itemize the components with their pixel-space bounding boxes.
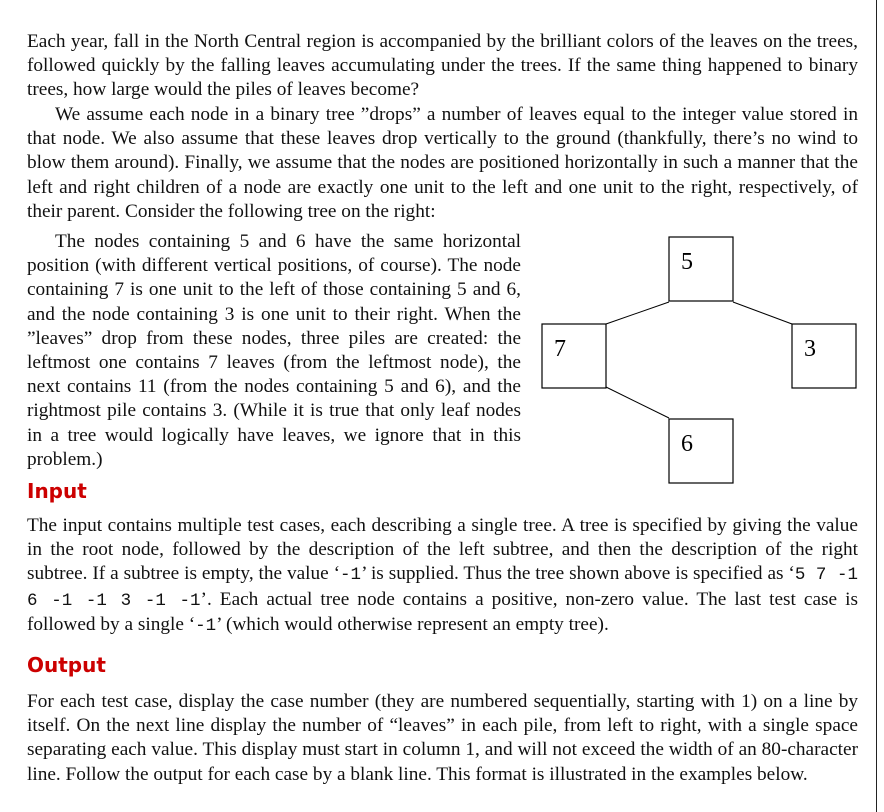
output-paragraph: For each test case, display the case number (they are numbered sequentially, starting with 1) on a line by itself. On the next line display the number of “leaves” in each pile, from left to right, with a single space separating each value. This display must start in column 1, and will not exceed the width of an 80-character line. Follow the output for each case by a blank line. This format is illustrated in the examples below. (27, 691, 858, 785)
binary-tree-figure (536, 236, 861, 487)
tree-node-right (792, 324, 856, 388)
input-text-1: The input contains multiple test cases, each describing a single tree. A tree is specified by giving the value in the root node, followed by the description of the left subtree, and then the description of the right subtree. If a subtree is empty, the value ‘ (27, 515, 858, 585)
output-heading: Output (27, 653, 106, 677)
tree-node-left-right (669, 419, 733, 483)
input-code-example: 5 7 -1 6 -1 -1 3 -1 -1 (27, 565, 858, 611)
input-code-terminator: -1 (195, 615, 217, 636)
edge-left-right (606, 387, 669, 418)
input-text-2: ’ is supplied. Thus the tree shown above is specified as ‘ (361, 563, 795, 585)
input-heading: Input (27, 479, 87, 503)
tree-node-left (542, 324, 606, 388)
svg-text:6: 6 (681, 431, 693, 457)
input-paragraph (27, 514, 858, 638)
input-text-3: ’. Each actual tree node contains a positive, non-zero value. The last test case is followed by a single ‘ (27, 588, 858, 635)
input-text-4: ’ (which would otherwise represent an empty tree). (216, 613, 609, 635)
input-code-empty: -1 (340, 565, 362, 586)
edge-root-right (733, 302, 792, 324)
edge-root-left (606, 302, 669, 324)
page-edge-rule (876, 0, 877, 812)
svg-text:5: 5 (681, 249, 693, 275)
svg-text:3: 3 (804, 336, 816, 362)
intro-paragraph-1: Each year, fall in the North Central region is accompanied by the brilliant colors of the leaves on the trees, followed quickly by the falling leaves accumulating under the trees. If the same thing happened to binary trees, how large would the piles of leaves become? (27, 31, 858, 101)
svg-text:7: 7 (554, 336, 566, 362)
intro-paragraph-2: We assume each node in a binary tree ”drops” a number of leaves equal to the integer value stored in that node. We also assume that these leaves drop vertically to the ground (thankfully, there’s no wind to blow them around). Finally, we assume that the nodes are positioned horizontally in such a manner that the left and right children of a node are exactly one unit to the left and one unit to the right, respectively, of their parent. Consider the following tree on the right: (27, 104, 858, 222)
intro-paragraph-3: The nodes containing 5 and 6 have the same horizontal position (with different vertical positions, of course). The node containing 7 is one unit to the left of those containing 5 and 6, and the node containing 3 is one unit to their right. When the ”leaves” drop from these nodes, three piles are created: the leftmost one contains 7 leaves (from the leftmost node), the next contains 11 (from the nodes containing 5 and 6), and the rightmost pile contains 3. (While it is true that only leaf nodes in a tree would logically have leaves, we ignore that in this problem.) (27, 231, 521, 470)
tree-node-root (669, 237, 733, 301)
